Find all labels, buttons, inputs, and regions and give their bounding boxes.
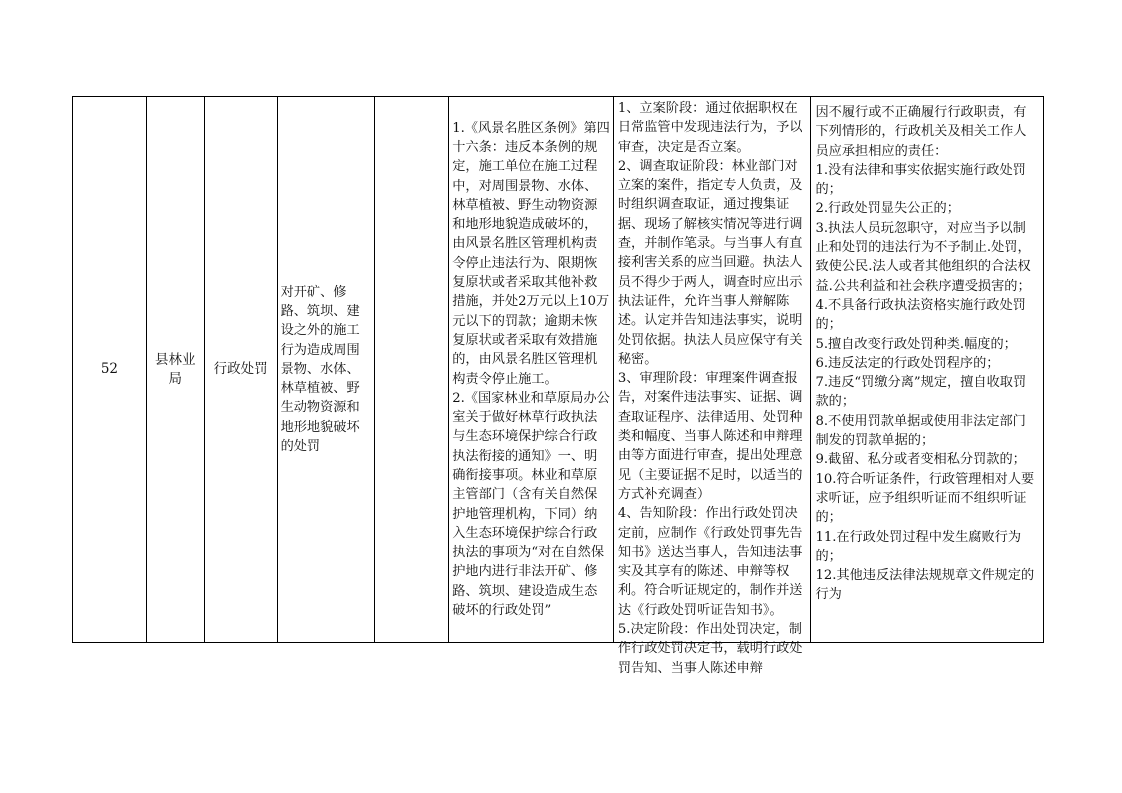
cell-liability xyxy=(811,97,1043,642)
liability-item: 因不履行或不正确履行行政职责，有下列情形的，行政机关及相关工作人员应承担相应的责任： xyxy=(815,105,1027,159)
liability-item: 11.在行政处罚过程中发生腐败行为的； xyxy=(815,529,1022,564)
sub-item xyxy=(375,97,448,642)
cell-department xyxy=(147,97,205,642)
liability-item: 2.行政处罚显失公正的； xyxy=(815,201,960,217)
table-row xyxy=(72,96,1044,676)
liability-item: 7.违反“罚缴分离”规定，擅自收取罚款的； xyxy=(815,375,1027,410)
liability-item: 8.不使用罚款单据或使用非法定部门制发的罚款单据的； xyxy=(815,413,1026,449)
cell-process xyxy=(614,97,812,676)
cell-item-name xyxy=(278,97,376,642)
basis-paragraph: 2.《国家林业和草原局办公室关于做好林草行政执法与生态环境保护综合行政执法衔接的通知》一、明确衔接事项。林业和草原主管部门（含有关自然保护地管理机构，下同）纳入生态环境保护综合行政执法的事项为“对在自然保护地内进行非法开矿、修路、筑坝、建设造成生态破坏的行政处罚” xyxy=(452,390,610,619)
process-step: 4、告知阶段：作出行政处罚决定前，应制作《行政处罚事先告知书》送达当事人，告知违法事实及其享有的陈述、申辩等权利。符合听证规定的，制作并送达《行政处罚听证告知书》。 xyxy=(617,506,803,618)
liability-item: 5.擅自改变行政处罚种类.幅度的； xyxy=(815,336,1017,352)
cell-sub-item xyxy=(375,97,449,642)
liability-item: 12.其他违反法律法规规章文件规定的行为 xyxy=(815,568,1035,603)
liability-item: 3.执法人员玩忽职守，对应当予以制止和处罚的违法行为不予制止.处罚，致使公民.法人或者其他组织的合法权益.公共利益和社会秩序遭受损害的； xyxy=(815,220,1031,294)
cell-legal-basis xyxy=(449,97,614,642)
cell-category xyxy=(205,97,278,642)
process-step: 1、立案阶段：通过依据职权在日常监管中发现违法行为，予以审查，决定是否立案。 xyxy=(617,101,803,155)
process-steps xyxy=(614,97,811,676)
item-name: 对开矿、修路、筑坝、建设之外的施工行为造成周围景物、水体、林草植被、野生动物资源和地形地貌破坏的处罚 xyxy=(280,284,360,455)
liability-item: 1.没有法律和事实依据实施行政处罚的； xyxy=(815,162,1026,198)
process-step: 5.决定阶段：作出处罚决定，制作行政处罚决定书，载明行政处罚告知、当事人陈述申辩 xyxy=(617,622,803,676)
process-step: 2、调查取证阶段：林业部门对立案的案件，指定专人负责，及时组织调查取证，通过搜集证据、现场了解核实情况等进行调查，并制作笔录。与当事人有直接利害关系的应当回避。执法人员不得少于两人，调查时应出示执法证件，允许当事人辩解陈述。认定并告知违法事实，说明处罚依据。执法人员应保守有关秘密。 xyxy=(617,158,803,367)
liability-item: 10.符合听证条件，行政管理相对人要求听证，应予组织听证而不组织听证的； xyxy=(815,471,1035,526)
cell-number xyxy=(73,97,147,642)
liability-item: 6.违反法定的行政处罚程序的； xyxy=(815,355,1000,371)
liability-item: 9.截留、私分或者变相私分罚款的； xyxy=(815,452,1026,468)
process-step: 3、审理阶段：审理案件调查报告，对案件违法事实、证据、调查取证程序、法律适用、处罚种类和幅度、当事人陈述和申辩理由等方面进行审查，提出处理意见（主要证据不足时，以适当的方式补充调查） xyxy=(617,371,803,502)
liability-item: 4.不具备行政执法资格实施行政处罚的； xyxy=(815,297,1026,333)
basis-paragraph: 1.《风景名胜区条例》第四十六条：违反本条例的规定，施工单位在施工过程中，对周围景物、水体、林草植被、野生动物资源和地形地貌造成破坏的，由风景名胜区管理机构责令停止违法行为、限期恢复原状或者采取其他补救措施，并处2万元以上10万元以下的罚款；逾期未恢复原状或者采取有效措施的，由风景名胜区管理机构责令停止施工。 xyxy=(452,120,610,387)
row-number: 52 xyxy=(100,361,119,377)
power-category: 行政处罚 xyxy=(213,361,268,377)
legal-basis xyxy=(449,97,613,642)
department-name: 县林业局 xyxy=(155,351,196,387)
liability-list xyxy=(811,97,1043,605)
